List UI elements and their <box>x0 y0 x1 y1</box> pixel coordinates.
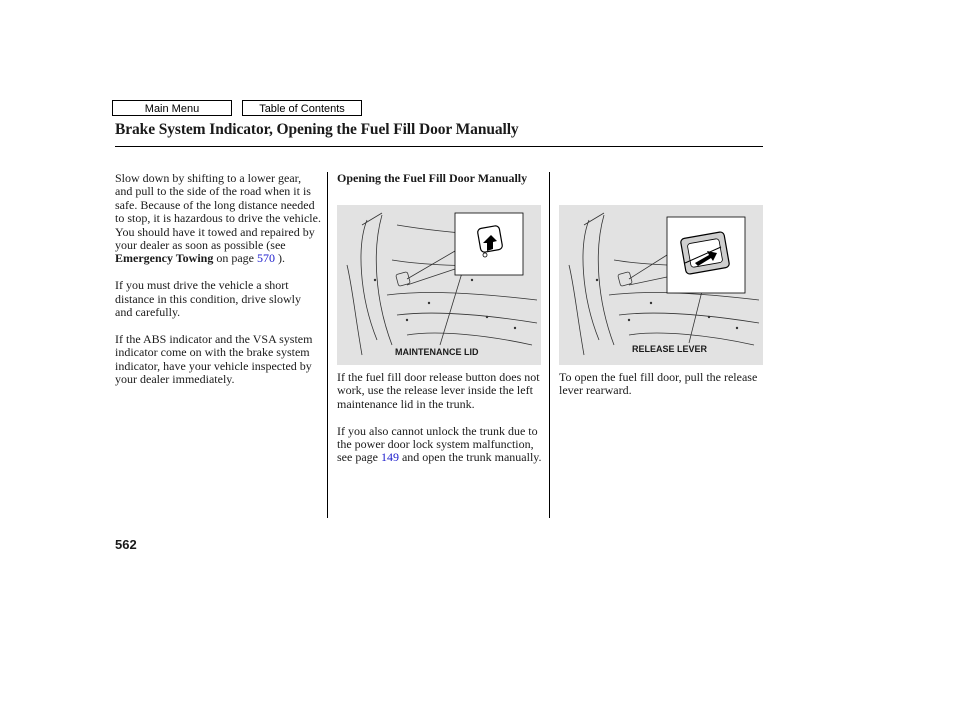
trunk-illustration-right <box>559 205 763 365</box>
release-lever-figure <box>559 205 763 365</box>
left-column <box>115 172 321 400</box>
paragraph-trunk-unlock: If you also cannot unlock the trunk due to the power door lock system malfunction, see page 149 and open the trunk manually. <box>337 423 542 465</box>
paragraph-brake-warning: Slow down by shifting to a lower gear, and pull to the side of the road when it is safe. Because of the long distance needed to stop, it is hazardous to drive the vehicle. You should have it towed and repaired by your dealer as soon as possible (see Emergency Towing on page 570 ). <box>115 171 321 266</box>
paragraph-drive-slowly: If you must drive the vehicle a short distance in this condition, drive slowly and carefully. <box>115 278 301 320</box>
page-149-link[interactable]: 149 <box>380 450 399 465</box>
right-column-text <box>559 371 759 411</box>
emergency-towing-ref: Emergency Towing <box>115 251 214 266</box>
trunk-illustration-left <box>337 205 541 365</box>
middle-column-text <box>337 371 543 478</box>
maintenance-lid-caption: MAINTENANCE LID <box>395 347 479 357</box>
release-lever-caption: RELEASE LEVER <box>632 344 708 354</box>
paragraph-pull-lever: To open the fuel fill door, pull the release lever rearward. <box>559 370 758 398</box>
page-title: Brake System Indicator, Opening the Fuel Fill Door Manually <box>115 121 519 138</box>
column-divider-1 <box>327 172 328 518</box>
table-of-contents-button[interactable]: Table of Contents <box>242 100 362 116</box>
column-divider-2 <box>549 172 550 518</box>
title-divider <box>115 146 763 147</box>
maintenance-lid-figure <box>337 205 541 365</box>
page-number: 562 <box>115 537 137 552</box>
main-menu-button[interactable]: Main Menu <box>112 100 232 116</box>
section-heading: Opening the Fuel Fill Door Manually <box>337 171 528 185</box>
paragraph-release-button: If the fuel fill door release button does not work, use the release lever inside the left maintenance lid in the trunk. <box>337 370 540 411</box>
paragraph-abs-vsa: If the ABS indicator and the VSA system indicator come on with the brake system indicator, have your vehicle inspected by your dealer immediately. <box>115 331 313 387</box>
page-570-link[interactable]: 570 <box>257 251 275 266</box>
